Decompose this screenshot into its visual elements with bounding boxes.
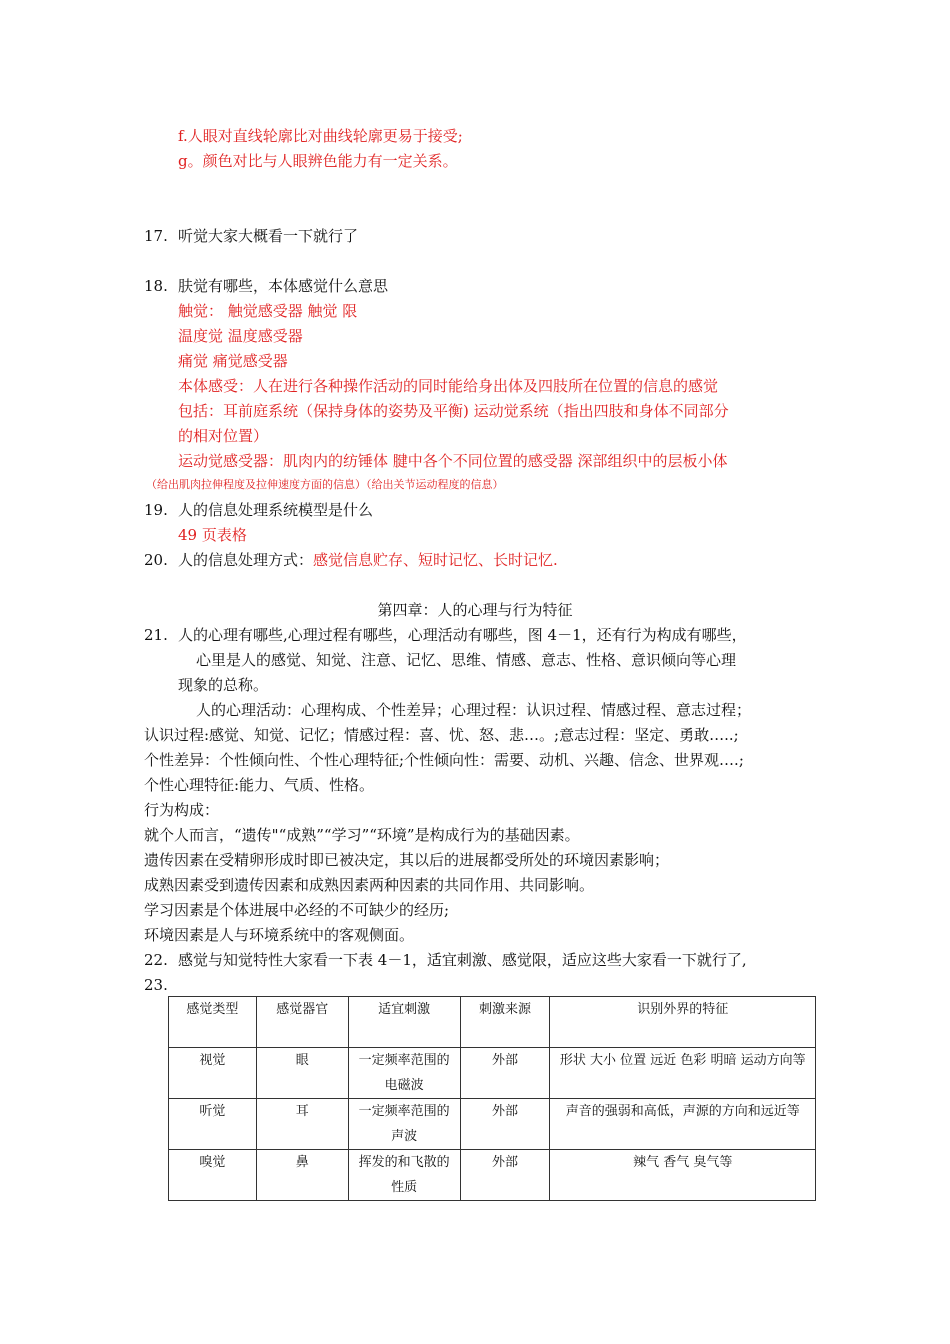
table-row: [169, 1048, 816, 1099]
psych-activity-line1: 人的心理活动：心理构成、个性差异；心理过程：认识过程、情感过程、意志过程；: [196, 701, 752, 719]
question-17: [144, 224, 358, 249]
question-number: 18.: [144, 277, 168, 295]
sense-table: [168, 996, 816, 1201]
question-20: [144, 548, 558, 573]
table-header-cell: 感觉器官: [256, 997, 348, 1048]
table-cell: 听觉: [169, 1099, 257, 1150]
question-21: [144, 623, 747, 648]
question-text: 听觉大家大概看一下就行了: [178, 227, 359, 245]
table-cell: 外部: [460, 1099, 550, 1150]
table-cell: 鼻: [256, 1150, 348, 1201]
answer-includes-line1: 包括：耳前庭系统（保持身体的姿势及平衡) 运动觉系统（指出四肢和身体不同部分: [178, 402, 729, 420]
question-23: [144, 973, 178, 998]
table-header-cell: 适宜刺激: [348, 997, 460, 1048]
answer-includes-line2: 的相对位置）: [178, 427, 269, 445]
behavior-line5: 环境因素是人与环境系统中的客观侧面。: [144, 926, 415, 944]
answer-proprioception: 本体感受：人在进行各种操作活动的同时能给身出体及四肢所在位置的信息的感觉: [178, 377, 719, 395]
chapter-title: 第四章：人的心理与行为特征: [377, 601, 573, 619]
list-item-g: g。颜色对比与人眼辨色能力有一定关系。: [178, 152, 458, 170]
behavior-line3: 成熟因素受到遗传因素和成熟因素两种因素的共同作用、共同影响。: [144, 876, 595, 894]
table-row: [169, 1099, 816, 1150]
psychology-definition-line1: 心里是人的感觉、知觉、注意、记忆、思维、情感、意志、性格、意识倾向等心理: [196, 651, 737, 669]
answer-19: 49 页表格: [178, 526, 247, 544]
table-cell: 一定频率范围的电磁波: [348, 1048, 460, 1099]
question-18: [144, 274, 388, 299]
question-number: 19.: [144, 501, 168, 519]
table-cell: 外部: [460, 1150, 550, 1201]
table-cell: 眼: [256, 1048, 348, 1099]
table-cell: 声音的强弱和高低，声源的方向和远近等: [550, 1099, 816, 1150]
question-text: 人的信息处理方式：: [178, 551, 314, 569]
question-number: 21.: [144, 626, 168, 644]
psychology-definition-line2: 现象的总称。: [178, 676, 269, 694]
answer-20: 感觉信息贮存、短时记忆、长时记忆.: [313, 551, 558, 569]
table-cell: 辣气 香气 臭气等: [550, 1150, 816, 1201]
behavior-line1: 就个人而言，“遗传"“成熟”“学习”“环境”是构成行为的基础因素。: [144, 826, 580, 844]
table-cell: 耳: [256, 1099, 348, 1150]
question-19: [144, 498, 373, 523]
behavior-title: 行为构成：: [144, 801, 220, 819]
question-text: 人的信息处理系统模型是什么: [178, 501, 374, 519]
behavior-line4: 学习因素是个体进展中必经的不可缺少的经历;: [144, 901, 450, 919]
kinesthetic-note: （给出肌肉拉伸程度及拉伸速度方面的信息）（给出关节运动程度的信息）: [146, 478, 504, 491]
table-cell: 视觉: [169, 1048, 257, 1099]
question-number: 20.: [144, 551, 168, 569]
psych-activity-line4: 个性心理特征:能力、气质、性格。: [144, 776, 375, 794]
list-item-f: f.人眼对直线轮廓比对曲线轮廓更易于接受;: [178, 127, 463, 145]
table-header-cell: 感觉类型: [169, 997, 257, 1048]
table-cell: 外部: [460, 1048, 550, 1099]
table-row: [169, 1150, 816, 1201]
table-header-row: [169, 997, 816, 1048]
question-text: 肤觉有哪些，本体感觉什么意思: [178, 277, 389, 295]
answer-touch: 触觉： 触觉感受器 触觉 限: [178, 302, 358, 320]
answer-pain: 痛觉 痛觉感受器: [178, 352, 288, 370]
table-cell: 挥发的和飞散的性质: [348, 1150, 460, 1201]
question-22: [144, 948, 747, 973]
question-text: 人的心理有哪些,心理过程有哪些，心理活动有哪些，图 4－1，还有行为构成有哪些，: [178, 626, 747, 644]
behavior-line2: 遗传因素在受精卵形成时即已被决定，其以后的进展都受所处的环境因素影响；: [144, 851, 670, 869]
psych-activity-line3: 个性差异：个性倾向性、个性心理特征;个性倾向性：需要、动机、兴趣、信念、世界观….;: [144, 751, 744, 769]
question-number: 17.: [144, 227, 168, 245]
table-header-cell: 识别外界的特征: [550, 997, 816, 1048]
answer-temperature: 温度觉 温度感受器: [178, 327, 303, 345]
question-number: 22.: [144, 951, 168, 969]
table-header-cell: 刺激来源: [460, 997, 550, 1048]
question-text: 感觉与知觉特性大家看一下表 4－1，适宜刺激、感觉限，适应这些大家看一下就行了,: [178, 951, 747, 969]
question-number: 23.: [144, 976, 168, 994]
table-cell: 嗅觉: [169, 1150, 257, 1201]
psych-activity-line2: 认识过程:感觉、知觉、记忆；情感过程：喜、忧、怒、悲…。;意志过程：坚定、勇敢…..;: [144, 726, 739, 744]
table-cell: 一定频率范围的声波: [348, 1099, 460, 1150]
table-cell: 形状 大小 位置 远近 色彩 明暗 运动方向等: [550, 1048, 816, 1099]
answer-kinesthetic: 运动觉感受器：肌肉内的纺锤体 腱中各个不同位置的感受器 深部组织中的层板小体: [178, 452, 728, 470]
